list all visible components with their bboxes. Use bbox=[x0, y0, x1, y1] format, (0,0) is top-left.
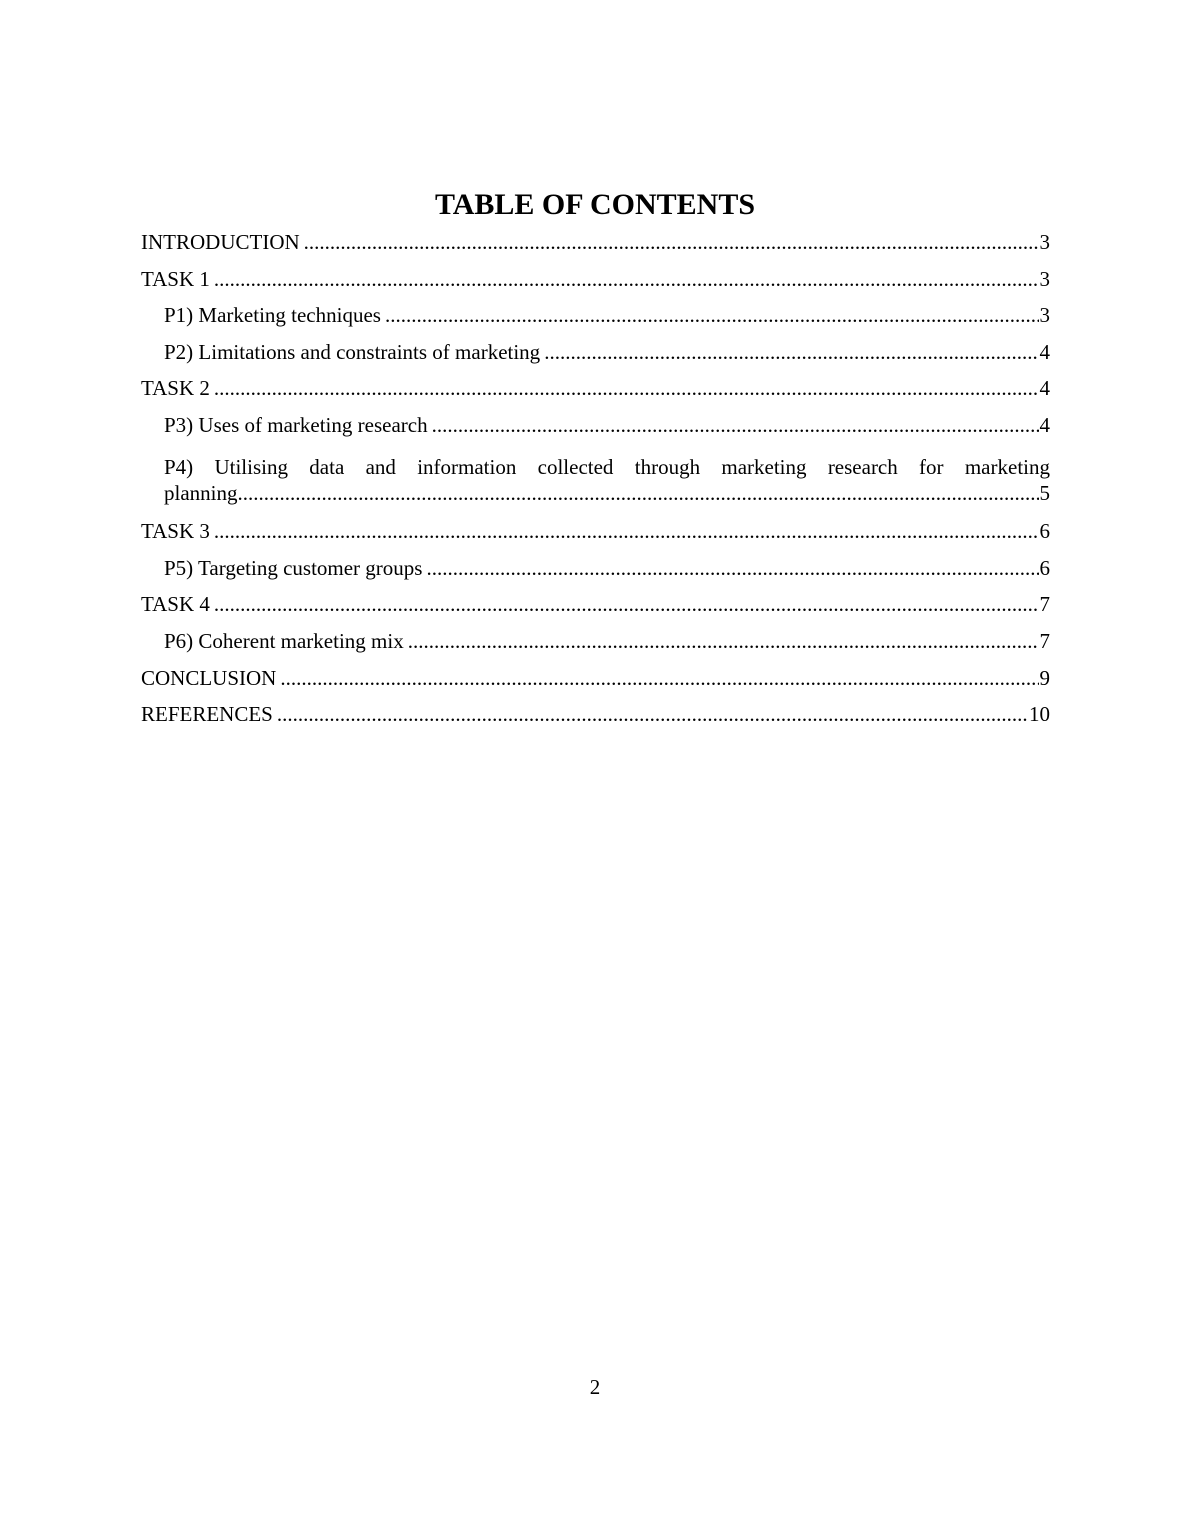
toc-leader-dots bbox=[280, 664, 1038, 692]
toc-page-number: 3 bbox=[1039, 230, 1050, 254]
toc-leader-dots bbox=[214, 265, 1039, 293]
toc-leader-dots bbox=[544, 338, 1038, 366]
toc-page-number: 10 bbox=[1029, 702, 1050, 727]
toc-page-number: 6 bbox=[1039, 555, 1050, 580]
toc-leader-dots bbox=[214, 374, 1039, 402]
toc-entry-label: REFERENCES bbox=[141, 702, 273, 727]
toc-leader-dots bbox=[304, 228, 1039, 256]
toc-entry-task-4[interactable] bbox=[141, 590, 1050, 627]
toc-page-number: 6 bbox=[1039, 519, 1050, 544]
toc-entry-label: TASK 3 bbox=[141, 519, 210, 544]
toc-leader-dots bbox=[238, 479, 1039, 507]
footer-page-number: 2 bbox=[589, 1375, 601, 1399]
toc-entry-label: TASK 1 bbox=[141, 266, 210, 291]
toc-leader-dots bbox=[408, 627, 1039, 655]
toc-entry-p2[interactable] bbox=[141, 338, 1050, 375]
toc-entry-label: CONCLUSION bbox=[141, 665, 277, 690]
toc-leader-dots bbox=[385, 301, 1039, 329]
toc-entry-label: P3) Uses of marketing research bbox=[164, 412, 428, 437]
page-title: TABLE OF CONTENTS bbox=[434, 188, 756, 221]
toc-page-number: 3 bbox=[1039, 303, 1050, 328]
toc-leader-dots bbox=[214, 590, 1039, 618]
toc-entry-p5[interactable] bbox=[141, 554, 1050, 591]
toc-entry-label: P5) Targeting customer groups bbox=[164, 555, 423, 580]
toc-entry-label: P6) Coherent marketing mix bbox=[164, 628, 404, 653]
toc-page-number: 7 bbox=[1039, 592, 1050, 617]
toc-entry-label: TASK 4 bbox=[141, 592, 210, 617]
toc-page-number: 9 bbox=[1039, 665, 1050, 690]
toc-entry-conclusion[interactable] bbox=[141, 664, 1050, 701]
toc-entry-label: TASK 2 bbox=[141, 376, 210, 401]
table-of-contents bbox=[141, 228, 1050, 737]
toc-entry-label-line-1: P4) Utilising data and information collected through marketing research for marketing bbox=[164, 454, 1050, 479]
toc-page-number: 3 bbox=[1039, 266, 1050, 291]
toc-entry-label-line-2-row bbox=[164, 479, 1050, 507]
toc-entry-references[interactable] bbox=[141, 700, 1050, 737]
toc-entry-introduction[interactable] bbox=[141, 228, 1050, 265]
toc-page-number: 4 bbox=[1039, 412, 1050, 437]
toc-leader-dots bbox=[214, 517, 1039, 545]
toc-leader-dots bbox=[432, 411, 1039, 439]
toc-entry-label: P2) Limitations and constraints of marketing bbox=[164, 339, 541, 364]
toc-entry-label: P1) Marketing techniques bbox=[164, 303, 381, 328]
toc-page-number: 7 bbox=[1039, 628, 1050, 653]
toc-entry-p3[interactable] bbox=[141, 411, 1050, 448]
toc-page-number: 4 bbox=[1039, 339, 1050, 364]
toc-entry-label: INTRODUCTION bbox=[141, 230, 300, 254]
toc-page-number: 5 bbox=[1039, 480, 1050, 505]
toc-entry-label-line-2: planning bbox=[164, 480, 238, 505]
toc-leader-dots bbox=[277, 700, 1028, 728]
toc-entry-p6[interactable] bbox=[141, 627, 1050, 664]
toc-entry-p4[interactable] bbox=[141, 453, 1050, 517]
toc-entry-task-1[interactable] bbox=[141, 265, 1050, 302]
toc-page-number: 4 bbox=[1039, 376, 1050, 401]
toc-entry-task-2[interactable] bbox=[141, 374, 1050, 411]
toc-leader-dots bbox=[426, 554, 1038, 582]
toc-entry-p1[interactable] bbox=[141, 301, 1050, 338]
toc-entry-task-3[interactable] bbox=[141, 517, 1050, 554]
